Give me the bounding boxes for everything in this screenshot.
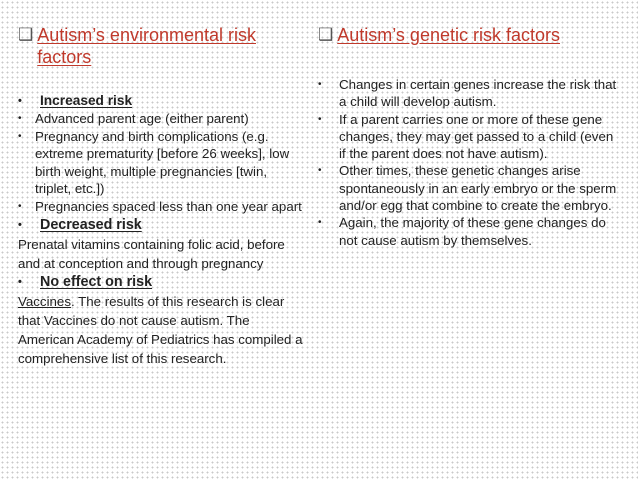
bullet-icon: • [18,113,22,124]
list-item [18,110,306,128]
bullet-icon: • [18,218,22,231]
bullet-icon: • [18,200,22,212]
environmental-heading-text: Autism’s environmental risk factors [37,25,256,67]
bullet-icon: • [318,79,322,90]
bullet-icon: • [318,217,322,229]
no-effect-label: No effect on risk [40,273,153,290]
genetic-column [318,24,618,249]
increased-risk-label: Increased risk [40,93,133,108]
genetic-heading-text: Autism’s genetic risk factors [337,25,560,45]
list-item [318,162,618,214]
list-item-text: Pregnancy and birth complications (e.g. extreme prematurity [before 26 weeks], low birth weight, multiple pregnancies [twin, triplet, etc.]) [35,128,290,197]
environmental-heading [18,24,306,68]
checkbox-bullet-icon: ❑ [318,25,334,44]
list-item-text: Changes in certain genes increase the risk that a child will develop autism. [339,77,617,110]
bullet-icon: • [18,275,22,288]
increased-risk-subheading [18,92,306,110]
environmental-column [18,24,306,368]
list-item-text: Again, the majority of these gene changes do not cause autism by themselves. [339,215,606,248]
decreased-risk-text: Prenatal vitamins containing folic acid, before and at conception and through pregnancy [18,236,285,271]
list-item-text: Other times, these genetic changes arise spontaneously in an early embryo or the sperm and/or egg that combine to create the embryo. [339,163,617,214]
bullet-icon: • [318,165,322,177]
vaccines-term: Vaccines [18,293,71,309]
genetic-heading [318,24,618,46]
checkbox-bullet-icon: ❑ [18,25,34,44]
decreased-risk-label: Decreased risk [40,216,142,233]
decreased-risk-subheading [18,216,306,235]
list-item-text: If a parent carries one or more of these gene changes, they may get passed to a child (even if the parent does not have autism). [339,111,614,162]
list-item-text: Advanced parent age (either parent) [35,111,249,126]
no-effect-paragraph [18,292,306,368]
list-item [318,214,618,249]
no-effect-subheading [18,273,306,292]
environmental-body [18,92,306,368]
list-item [18,198,306,216]
bullet-icon: • [18,130,22,142]
no-effect-text: . The results of this research is clear that Vaccines do not cause autism. The American Academy of Pediatrics has compiled a comprehensive list of this research. [18,293,303,366]
list-item [18,128,306,198]
bullet-icon: • [18,95,22,107]
list-item [318,111,618,163]
list-item-text: Pregnancies spaced less than one year apart [35,198,302,214]
list-item [318,76,618,111]
bullet-icon: • [318,113,322,125]
genetic-body [318,76,618,249]
